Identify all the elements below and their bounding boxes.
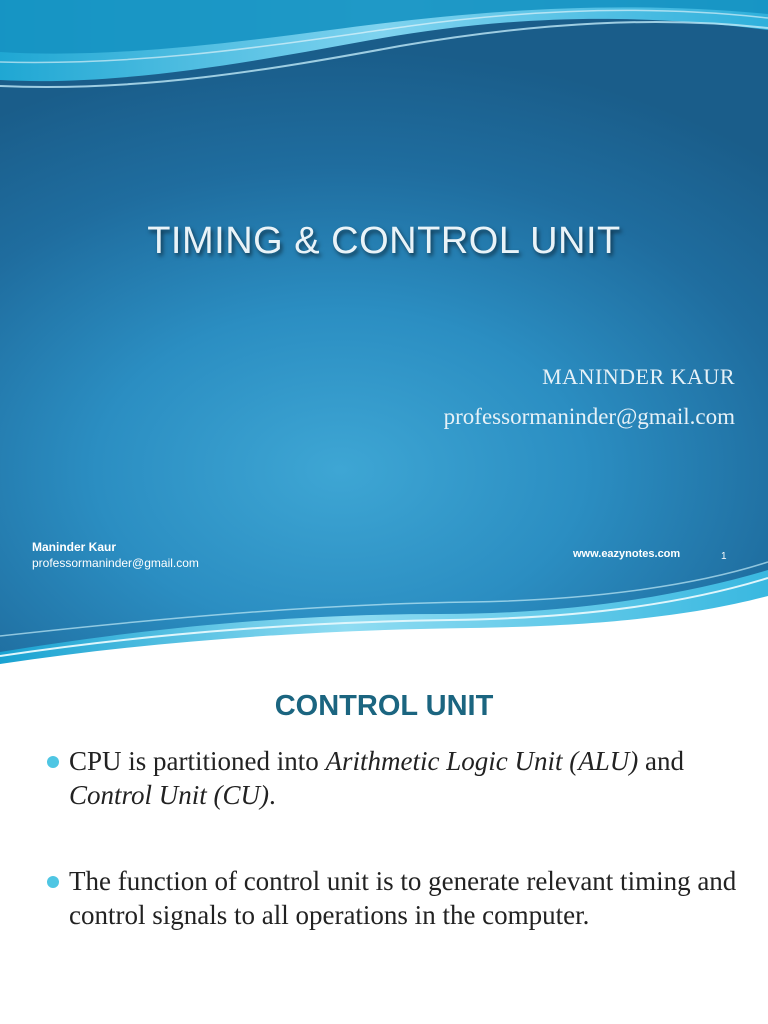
bullet-1-alu-term: Arithmetic Logic Unit (ALU) [325,746,639,776]
slide-heading: CONTROL UNIT [274,690,494,722]
bullet-1-text-a: CPU is partitioned into [69,746,326,776]
bullet-item-2 [0,864,768,932]
bottom-wave-decoration [0,556,768,664]
content-slide [0,664,768,1024]
bullet-1-text-c: . [269,780,276,810]
top-wave-decoration [0,0,768,100]
bullet-list [0,744,768,932]
presenter-email: professormaninder@gmail.com [443,404,735,429]
page-number: 1 [721,551,727,562]
bullet-item-1 [0,744,768,812]
bullet-1-cu-term: Control Unit (CU) [69,780,270,810]
footer-email: professormaninder@gmail.com [32,556,199,570]
bullet-1-text-b: and [638,746,684,776]
presenter-name: MANINDER KAUR [542,364,735,389]
footer-website: www.eazynotes.com [573,548,681,560]
bullet-dot-icon [47,876,59,888]
footer-author: Maninder Kaur [32,540,117,554]
bullet-2-text: The function of control unit is to generate relevant timing and control signals to all operations in the computer. [69,866,737,930]
slide-title: TIMING & CONTROL UNIT [147,220,621,262]
bullet-dot-icon [47,756,59,768]
